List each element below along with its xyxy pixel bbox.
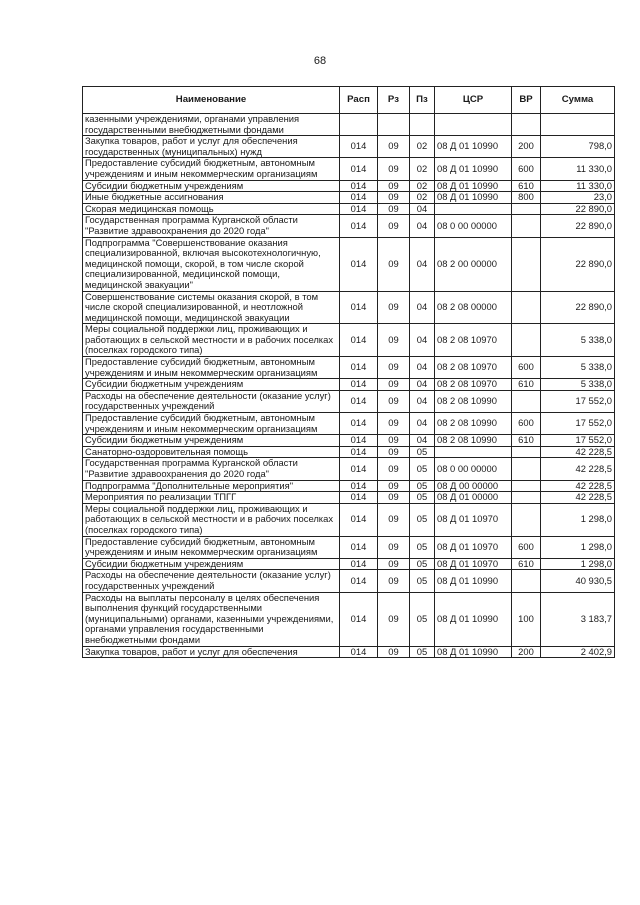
- cell-rasp: 014: [340, 536, 378, 558]
- table-row: [83, 324, 615, 357]
- cell-name: Предоставление субсидий бюджетным, автономным учреждениям и иным некоммерческим организациям: [83, 413, 340, 435]
- cell-rz: 09: [378, 536, 410, 558]
- cell-vr: [512, 480, 541, 492]
- cell-name: Иные бюджетные ассигнования: [83, 192, 340, 204]
- cell-sum: 11 330,0: [541, 158, 615, 180]
- cell-rz: [378, 114, 410, 136]
- cell-vr: 610: [512, 379, 541, 391]
- cell-csr: 08 Д 01 10990: [435, 136, 512, 158]
- cell-rz: 09: [378, 458, 410, 480]
- cell-csr: 08 Д 00 00000: [435, 480, 512, 492]
- cell-vr: 600: [512, 158, 541, 180]
- cell-pz: 04: [410, 203, 435, 215]
- cell-vr: [512, 503, 541, 536]
- cell-name: Субсидии бюджетным учреждениям: [83, 558, 340, 570]
- cell-rz: 09: [378, 379, 410, 391]
- cell-pz: 04: [410, 324, 435, 357]
- cell-rz: 09: [378, 237, 410, 291]
- cell-pz: 05: [410, 492, 435, 504]
- cell-name: Закупка товаров, работ и услуг для обеспечения государственных (муниципальных) нужд: [83, 136, 340, 158]
- cell-sum: 11 330,0: [541, 180, 615, 192]
- table-row: [83, 435, 615, 447]
- cell-csr: 08 Д 01 10990: [435, 158, 512, 180]
- cell-rz: 09: [378, 357, 410, 379]
- cell-name: Мероприятия по реализации ТПГГ: [83, 492, 340, 504]
- cell-rasp: 014: [340, 291, 378, 324]
- table-row: [83, 158, 615, 180]
- table-row: [83, 503, 615, 536]
- cell-vr: [512, 570, 541, 592]
- header-rz: Рз: [378, 87, 410, 114]
- cell-name: Расходы на выплаты персоналу в целях обеспечения выполнения функций государственными (муниципальными) органами, казенными учреждениями, органами управления государственными внебюджетными фондами: [83, 592, 340, 646]
- cell-vr: [512, 215, 541, 237]
- table-body: [83, 114, 615, 658]
- cell-name: Государственная программа Курганской области "Развитие здравоохранения до 2020 года": [83, 458, 340, 480]
- cell-name: Меры социальной поддержки лиц, проживающих и работающих в сельской местности и в рабочих поселках (поселках городского типа): [83, 503, 340, 536]
- table-row: [83, 646, 615, 658]
- cell-rz: 09: [378, 215, 410, 237]
- page-number: 68: [313, 55, 327, 67]
- cell-rz: 09: [378, 503, 410, 536]
- cell-sum: 22 890,0: [541, 237, 615, 291]
- cell-vr: 610: [512, 180, 541, 192]
- cell-pz: 05: [410, 536, 435, 558]
- table-row: [83, 446, 615, 458]
- cell-sum: 22 890,0: [541, 215, 615, 237]
- table-row: [83, 536, 615, 558]
- cell-pz: 05: [410, 592, 435, 646]
- cell-vr: [512, 446, 541, 458]
- cell-rz: 09: [378, 203, 410, 215]
- cell-rasp: 014: [340, 324, 378, 357]
- cell-name: Предоставление субсидий бюджетным, автономным учреждениям и иным некоммерческим организациям: [83, 536, 340, 558]
- cell-vr: [512, 114, 541, 136]
- cell-name: Субсидии бюджетным учреждениям: [83, 180, 340, 192]
- cell-csr: 08 0 00 00000: [435, 458, 512, 480]
- cell-rz: 09: [378, 480, 410, 492]
- cell-csr: 08 Д 01 10990: [435, 570, 512, 592]
- cell-csr: 08 0 00 00000: [435, 215, 512, 237]
- cell-rz: 09: [378, 413, 410, 435]
- table-header-row: [83, 87, 615, 114]
- cell-csr: 08 2 08 10970: [435, 357, 512, 379]
- cell-csr: 08 2 08 10990: [435, 390, 512, 412]
- cell-vr: [512, 492, 541, 504]
- cell-rasp: 014: [340, 480, 378, 492]
- cell-rasp: 014: [340, 458, 378, 480]
- cell-pz: 02: [410, 136, 435, 158]
- table-row: [83, 458, 615, 480]
- cell-rz: 09: [378, 180, 410, 192]
- cell-csr: 08 Д 01 10970: [435, 558, 512, 570]
- cell-sum: 17 552,0: [541, 413, 615, 435]
- cell-csr: 08 2 08 00000: [435, 291, 512, 324]
- table-row: [83, 558, 615, 570]
- table-row: [83, 413, 615, 435]
- cell-csr: 08 2 08 10970: [435, 379, 512, 391]
- cell-name: казенными учреждениями, органами управления государственными внебюджетными фондами: [83, 114, 340, 136]
- cell-vr: [512, 237, 541, 291]
- cell-pz: 02: [410, 192, 435, 204]
- cell-name: Меры социальной поддержки лиц, проживающих и работающих в сельской местности и в рабочих поселках (поселках городского типа): [83, 324, 340, 357]
- cell-csr: 08 Д 01 10970: [435, 503, 512, 536]
- cell-rasp: 014: [340, 203, 378, 215]
- table-row: [83, 570, 615, 592]
- cell-rz: 09: [378, 646, 410, 658]
- table-row: [83, 480, 615, 492]
- table-row: [83, 492, 615, 504]
- cell-sum: 40 930,5: [541, 570, 615, 592]
- cell-rz: 09: [378, 291, 410, 324]
- cell-name: Закупка товаров, работ и услуг для обеспечения: [83, 646, 340, 658]
- cell-rz: 09: [378, 192, 410, 204]
- cell-pz: 04: [410, 291, 435, 324]
- table-row: [83, 136, 615, 158]
- table-row: [83, 379, 615, 391]
- cell-sum: 22 890,0: [541, 203, 615, 215]
- cell-csr: 08 Д 01 10990: [435, 192, 512, 204]
- cell-rasp: 014: [340, 136, 378, 158]
- cell-sum: 5 338,0: [541, 379, 615, 391]
- header-pz: Пз: [410, 87, 435, 114]
- cell-name: Расходы на обеспечение деятельности (оказание услуг) государственных учреждений: [83, 390, 340, 412]
- cell-sum: 2 402,9: [541, 646, 615, 658]
- cell-vr: 600: [512, 536, 541, 558]
- cell-pz: 04: [410, 435, 435, 447]
- header-rasp: Расп: [340, 87, 378, 114]
- cell-pz: 05: [410, 446, 435, 458]
- cell-vr: 200: [512, 646, 541, 658]
- cell-pz: 05: [410, 646, 435, 658]
- cell-rasp: 014: [340, 158, 378, 180]
- cell-pz: 05: [410, 558, 435, 570]
- cell-rasp: 014: [340, 592, 378, 646]
- cell-pz: 05: [410, 480, 435, 492]
- cell-rasp: 014: [340, 180, 378, 192]
- header-name: Наименование: [83, 87, 340, 114]
- cell-name: Предоставление субсидий бюджетным, автономным учреждениям и иным некоммерческим организациям: [83, 357, 340, 379]
- cell-rasp: 014: [340, 192, 378, 204]
- cell-pz: 05: [410, 458, 435, 480]
- cell-rz: 09: [378, 492, 410, 504]
- cell-rasp: 014: [340, 237, 378, 291]
- header-sum: Сумма: [541, 87, 615, 114]
- header-vr: ВР: [512, 87, 541, 114]
- cell-csr: 08 Д 01 10990: [435, 180, 512, 192]
- cell-sum: 42 228,5: [541, 458, 615, 480]
- table-row: [83, 203, 615, 215]
- cell-rz: 09: [378, 435, 410, 447]
- cell-sum: 22 890,0: [541, 291, 615, 324]
- cell-rasp: 014: [340, 503, 378, 536]
- cell-name: Подпрограмма "Совершенствование оказания специализированной, включая высокотехнологичную, медицинской помощи, скорой, в том числе скорой специализированной, медицинской помощи, медицинской эвакуации": [83, 237, 340, 291]
- cell-sum: 42 228,5: [541, 480, 615, 492]
- cell-vr: [512, 291, 541, 324]
- cell-rasp: 014: [340, 646, 378, 658]
- cell-csr: 08 2 00 00000: [435, 237, 512, 291]
- cell-sum: 1 298,0: [541, 558, 615, 570]
- cell-name: Предоставление субсидий бюджетным, автономным учреждениям и иным некоммерческим организациям: [83, 158, 340, 180]
- cell-name: Субсидии бюджетным учреждениям: [83, 379, 340, 391]
- cell-pz: 04: [410, 357, 435, 379]
- cell-csr: [435, 203, 512, 215]
- cell-vr: 610: [512, 435, 541, 447]
- cell-vr: 600: [512, 357, 541, 379]
- cell-csr: 08 2 08 10970: [435, 324, 512, 357]
- budget-table: [82, 86, 615, 658]
- cell-rz: 09: [378, 446, 410, 458]
- cell-pz: 04: [410, 215, 435, 237]
- cell-vr: [512, 458, 541, 480]
- cell-vr: 200: [512, 136, 541, 158]
- table-row: [83, 390, 615, 412]
- cell-rasp: 014: [340, 390, 378, 412]
- cell-csr: 08 2 08 10990: [435, 413, 512, 435]
- table-row: [83, 114, 615, 136]
- cell-rasp: 014: [340, 558, 378, 570]
- cell-sum: 5 338,0: [541, 324, 615, 357]
- cell-rz: 09: [378, 158, 410, 180]
- cell-rz: 09: [378, 324, 410, 357]
- cell-sum: 1 298,0: [541, 536, 615, 558]
- cell-rasp: 014: [340, 413, 378, 435]
- cell-sum: 23,0: [541, 192, 615, 204]
- cell-sum: 5 338,0: [541, 357, 615, 379]
- cell-name: Санаторно-оздоровительная помощь: [83, 446, 340, 458]
- cell-name: Совершенствование системы оказания скорой, в том числе скорой специализированной, и неотложной медицинской помощи, медицинской эвакуации: [83, 291, 340, 324]
- cell-pz: 04: [410, 413, 435, 435]
- cell-pz: 05: [410, 503, 435, 536]
- table-row: [83, 215, 615, 237]
- cell-rz: 09: [378, 592, 410, 646]
- cell-rz: 09: [378, 136, 410, 158]
- cell-csr: 08 Д 01 00000: [435, 492, 512, 504]
- cell-pz: 04: [410, 390, 435, 412]
- cell-pz: 04: [410, 379, 435, 391]
- cell-pz: 02: [410, 158, 435, 180]
- cell-vr: [512, 390, 541, 412]
- cell-rasp: 014: [340, 435, 378, 447]
- table-row: [83, 592, 615, 646]
- cell-rasp: 014: [340, 446, 378, 458]
- cell-name: Скорая медицинская помощь: [83, 203, 340, 215]
- cell-sum: 17 552,0: [541, 390, 615, 412]
- cell-rz: 09: [378, 558, 410, 570]
- cell-rasp: 014: [340, 379, 378, 391]
- cell-rz: 09: [378, 570, 410, 592]
- cell-name: Государственная программа Курганской области "Развитие здравоохранения до 2020 года": [83, 215, 340, 237]
- cell-csr: [435, 446, 512, 458]
- cell-vr: 610: [512, 558, 541, 570]
- cell-rasp: [340, 114, 378, 136]
- table-row: [83, 357, 615, 379]
- cell-sum: 42 228,5: [541, 492, 615, 504]
- cell-sum: 1 298,0: [541, 503, 615, 536]
- cell-sum: 42 228,5: [541, 446, 615, 458]
- cell-csr: 08 2 08 10990: [435, 435, 512, 447]
- cell-rasp: 014: [340, 492, 378, 504]
- cell-sum: 17 552,0: [541, 435, 615, 447]
- cell-sum: 3 183,7: [541, 592, 615, 646]
- cell-csr: 08 Д 01 10970: [435, 536, 512, 558]
- cell-vr: 100: [512, 592, 541, 646]
- table-row: [83, 192, 615, 204]
- cell-csr: [435, 114, 512, 136]
- cell-vr: 600: [512, 413, 541, 435]
- cell-pz: 02: [410, 180, 435, 192]
- cell-sum: [541, 114, 615, 136]
- cell-vr: [512, 203, 541, 215]
- cell-rz: 09: [378, 390, 410, 412]
- table-row: [83, 180, 615, 192]
- cell-name: Расходы на обеспечение деятельности (оказание услуг) государственных учреждений: [83, 570, 340, 592]
- cell-sum: 798,0: [541, 136, 615, 158]
- cell-vr: 800: [512, 192, 541, 204]
- cell-pz: [410, 114, 435, 136]
- cell-csr: 08 Д 01 10990: [435, 646, 512, 658]
- cell-name: Подпрограмма "Дополнительные мероприятия": [83, 480, 340, 492]
- cell-rasp: 014: [340, 215, 378, 237]
- cell-rasp: 014: [340, 570, 378, 592]
- cell-rasp: 014: [340, 357, 378, 379]
- table-row: [83, 237, 615, 291]
- cell-pz: 05: [410, 570, 435, 592]
- table-row: [83, 291, 615, 324]
- header-csr: ЦСР: [435, 87, 512, 114]
- cell-name: Субсидии бюджетным учреждениям: [83, 435, 340, 447]
- cell-pz: 04: [410, 237, 435, 291]
- cell-vr: [512, 324, 541, 357]
- cell-csr: 08 Д 01 10990: [435, 592, 512, 646]
